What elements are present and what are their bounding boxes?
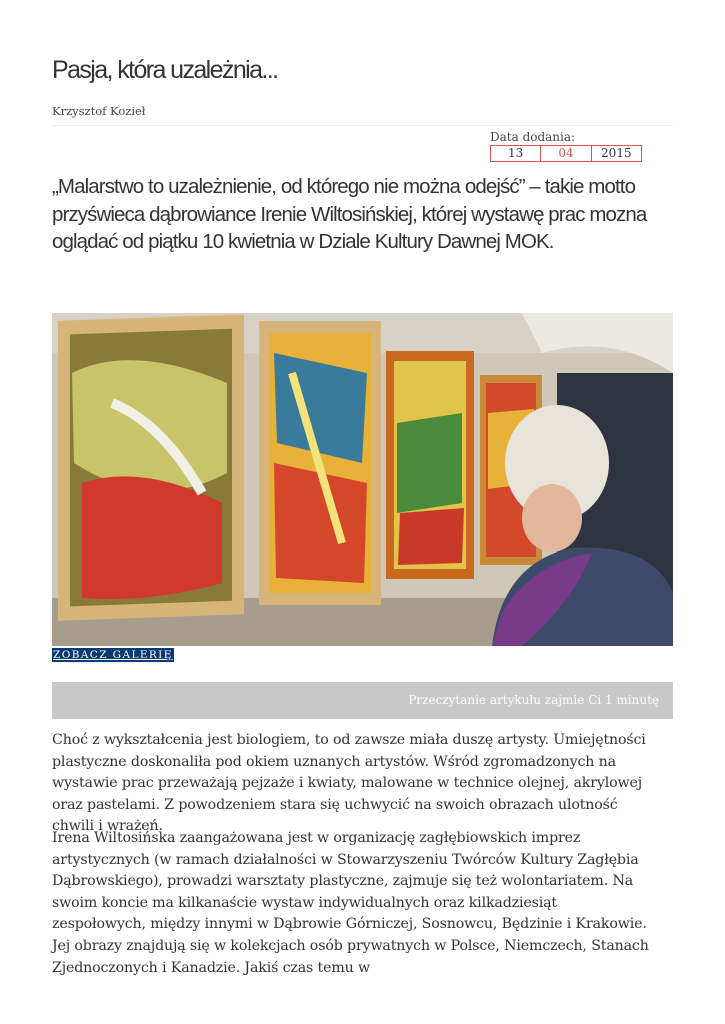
article-paragraph-2: Irena Wiltosińska zaangażowana jest w organizację zagłębiowskich imprez artystycznych (w ramach działalności w Stowarzyszeniu Twórców Kultury Zagłębia Dąbrowskiego), prowadzi warsztaty plastyczne, zajmuje się też wolontariatem. Na swoim koncie ma kilkanaście wystaw indywidualnych oraz kilkadziesiąt zespołowych, między innymi w Dąbrowie Górniczej, Sosnowcu, Będzinie i Krakowie. Jej obrazy znajdują się w kolekcjach osób prywatnych w Polsce, Niemczech, Stanach Zjednoczonych i Kanadzie. Jakiś czas temu w <box>52 830 649 976</box>
article-lead: „Malarstwo to uzależnienie, od którego nie można odejść” – takie motto przyświeca dąbrowiance Irenie Wiltosińskiej, której wystawę prac mozna oglądać od piątku 10 kwietnia w Dziale Kultury Dawnej MOK. <box>52 175 647 253</box>
read-time-text: Przeczytanie artykułu zajmie Ci 1 minutę <box>408 693 659 707</box>
article-title: Pasja, która uzależnia... <box>52 56 278 84</box>
read-time-bar <box>52 682 673 719</box>
date-month: 04 <box>540 146 590 161</box>
exhibition-photo-illustration <box>52 313 673 646</box>
date-year: 2015 <box>591 146 641 161</box>
article-author[interactable]: Krzysztof Kozieł <box>52 104 146 118</box>
divider <box>52 125 673 126</box>
date-day: 13 <box>508 146 524 160</box>
date-label: Data dodania: <box>490 130 576 144</box>
gallery-link[interactable]: ZOBACZ GALERIĘ <box>53 649 173 661</box>
article-paragraph-1: Choć z wykształcenia jest biologiem, to od zawsze miała duszę artysty. Umiejętności plastyczne doskonaliła pod okiem uznanych artystów. Wśród zgromadzonych na wystawie prac przeważają pejzaże i kwiaty, malowane w technice olejnej, akrylowej oraz pastelami. Z powodzeniem stara się uchwycić na swoich obrazach ulotność chwili i wrażeń. <box>52 732 646 835</box>
exhibition-photo[interactable] <box>52 313 673 646</box>
date-box <box>490 145 642 162</box>
